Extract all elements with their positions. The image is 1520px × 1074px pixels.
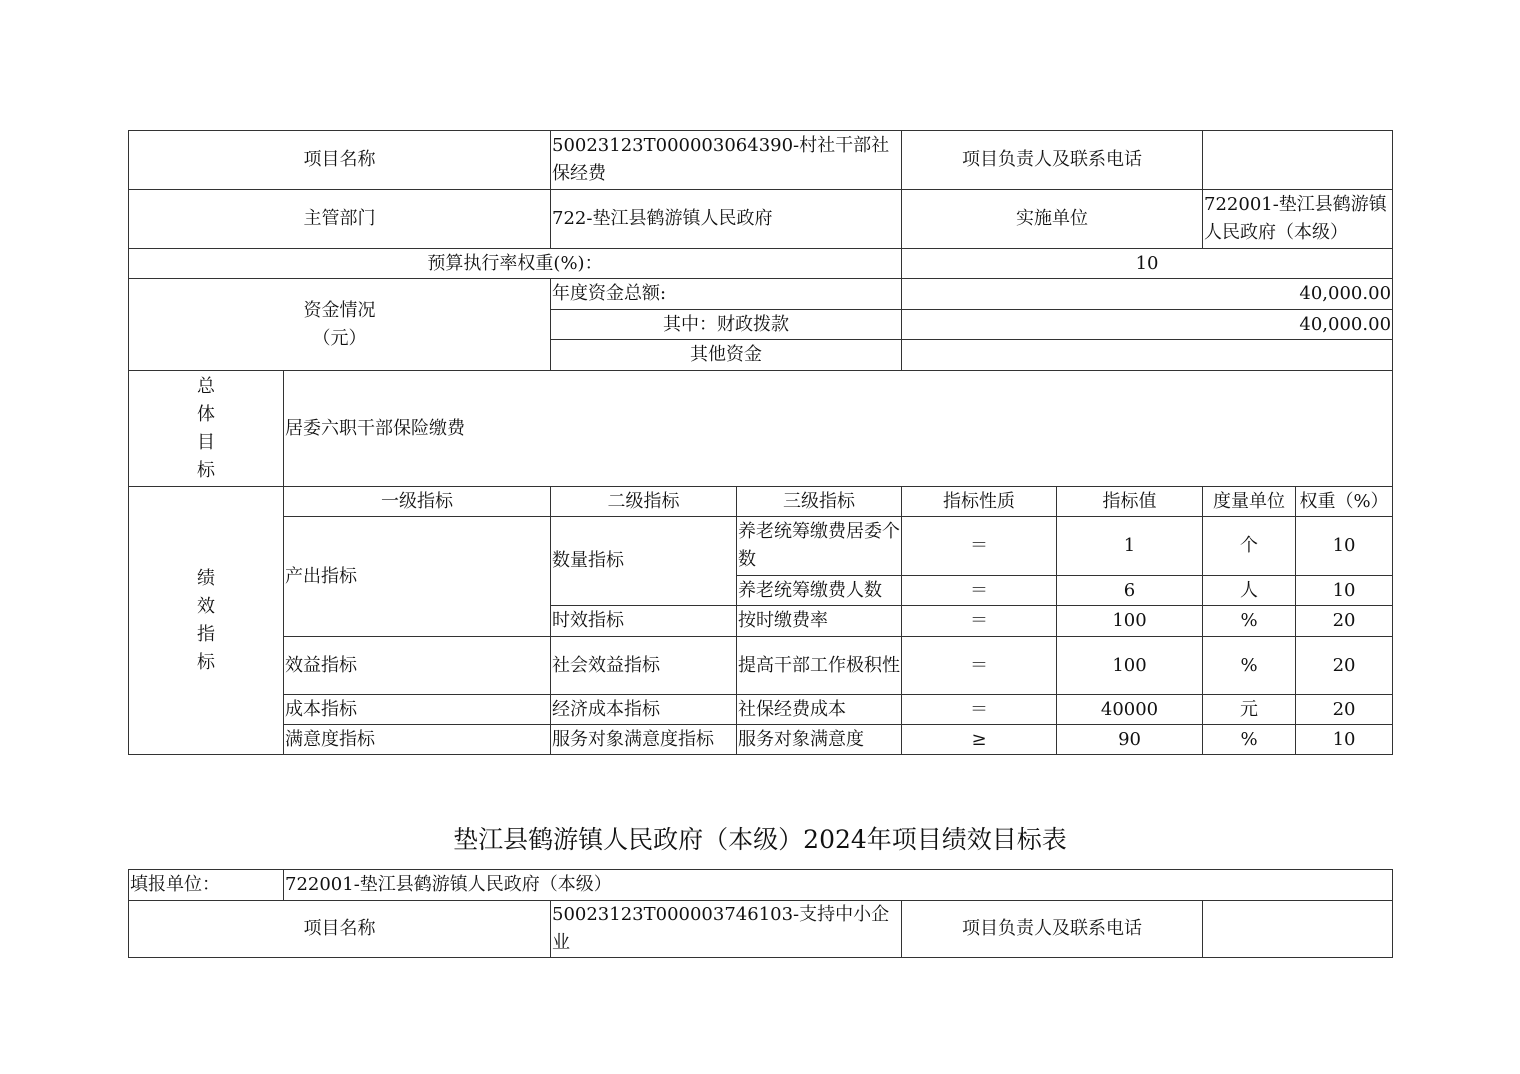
project-name-label: 项目名称 <box>129 131 551 190</box>
budget-weight-value: 10 <box>902 249 1393 279</box>
indicator-value: 100 <box>1057 637 1203 695</box>
indicator-weight: 20 <box>1296 695 1393 725</box>
indicator-value: 40000 <box>1057 695 1203 725</box>
indicator-level2: 数量指标 <box>551 517 737 606</box>
indicator-nature: ＝ <box>902 606 1057 637</box>
indicator-unit: 元 <box>1203 695 1296 725</box>
contact-label: 项目负责人及联系电话 <box>902 131 1203 190</box>
indicator-level3: 按时缴费率 <box>737 606 902 637</box>
header-level2: 二级指标 <box>551 487 737 517</box>
header-nature: 指标性质 <box>902 487 1057 517</box>
indicator-level3: 养老统筹缴费人数 <box>737 576 902 606</box>
budget-weight-label: 预算执行率权重(%)： <box>129 249 902 279</box>
indicator-nature: ＝ <box>902 695 1057 725</box>
indicator-unit: % <box>1203 606 1296 637</box>
indicator-level1: 满意度指标 <box>284 725 551 755</box>
header-level1: 一级指标 <box>284 487 551 517</box>
overall-goal-label: 总 体 目 标 <box>129 371 284 487</box>
performance-table-2-header <box>128 869 1393 958</box>
dept-value: 722-垫江县鹤游镇人民政府 <box>551 190 902 249</box>
funds-label-line2: （元） <box>312 327 367 349</box>
performance-indicator-label: 绩 效 指 标 <box>129 487 284 755</box>
indicator-value: 6 <box>1057 576 1203 606</box>
header-level3: 三级指标 <box>737 487 902 517</box>
indicator-weight: 20 <box>1296 606 1393 637</box>
funds-label-line1: 资金情况 <box>303 299 376 321</box>
indicator-weight: 10 <box>1296 576 1393 606</box>
fill-unit-label: 填报单位： <box>129 870 284 901</box>
project-name-value: 50023123T000003746103-支持中小企业 <box>551 901 902 958</box>
dept-label: 主管部门 <box>129 190 551 249</box>
indicator-level2: 社会效益指标 <box>551 637 737 695</box>
section-title: 垫江县鹤游镇人民政府（本级）2024年项目绩效目标表 <box>453 825 1067 854</box>
annual-total-label: 年度资金总额: <box>551 279 902 310</box>
annual-total-value: 40,000.00 <box>902 279 1393 310</box>
overall-goal-value: 居委六职干部保险缴费 <box>284 371 1393 487</box>
indicator-level1: 成本指标 <box>284 695 551 725</box>
indicator-unit: % <box>1203 637 1296 695</box>
indicator-level1: 效益指标 <box>284 637 551 695</box>
indicator-unit: % <box>1203 725 1296 755</box>
indicator-level2: 服务对象满意度指标 <box>551 725 737 755</box>
indicator-value: 1 <box>1057 517 1203 576</box>
header-weight: 权重（%） <box>1296 487 1393 517</box>
indicator-level3: 服务对象满意度 <box>737 725 902 755</box>
indicator-nature: ＝ <box>902 637 1057 695</box>
indicator-unit: 个 <box>1203 517 1296 576</box>
project-name-label: 项目名称 <box>129 901 551 958</box>
other-funds-label: 其他资金 <box>551 340 902 371</box>
indicator-level3: 社保经费成本 <box>737 695 902 725</box>
funds-label <box>129 279 551 371</box>
performance-table-1 <box>128 130 1393 755</box>
fiscal-funds-value: 40,000.00 <box>902 310 1393 340</box>
other-funds-value <box>902 340 1393 371</box>
impl-unit-label: 实施单位 <box>902 190 1203 249</box>
fill-unit-value: 722001-垫江县鹤游镇人民政府（本级） <box>284 870 1393 901</box>
indicator-level3: 提高干部工作极积性 <box>737 637 902 695</box>
impl-unit-value: 722001-垫江县鹤游镇人民政府（本级） <box>1203 190 1393 249</box>
indicator-nature: ＝ <box>902 576 1057 606</box>
indicator-level2: 经济成本指标 <box>551 695 737 725</box>
header-unit: 度量单位 <box>1203 487 1296 517</box>
contact-label: 项目负责人及联系电话 <box>902 901 1203 958</box>
indicator-nature: ＝ <box>902 517 1057 576</box>
indicator-value: 90 <box>1057 725 1203 755</box>
indicator-level2: 时效指标 <box>551 606 737 637</box>
header-value: 指标值 <box>1057 487 1203 517</box>
indicator-weight: 10 <box>1296 725 1393 755</box>
indicator-nature: ≥ <box>902 725 1057 755</box>
contact-value <box>1203 131 1393 190</box>
project-name-value: 50023123T000003064390-村社干部社保经费 <box>551 131 902 190</box>
indicator-weight: 20 <box>1296 637 1393 695</box>
indicator-level1: 产出指标 <box>284 517 551 637</box>
indicator-weight: 10 <box>1296 517 1393 576</box>
indicator-level3: 养老统筹缴费居委个数 <box>737 517 902 576</box>
indicator-value: 100 <box>1057 606 1203 637</box>
fiscal-funds-label: 其中：财政拨款 <box>551 310 902 340</box>
indicator-unit: 人 <box>1203 576 1296 606</box>
contact-value <box>1203 901 1393 958</box>
